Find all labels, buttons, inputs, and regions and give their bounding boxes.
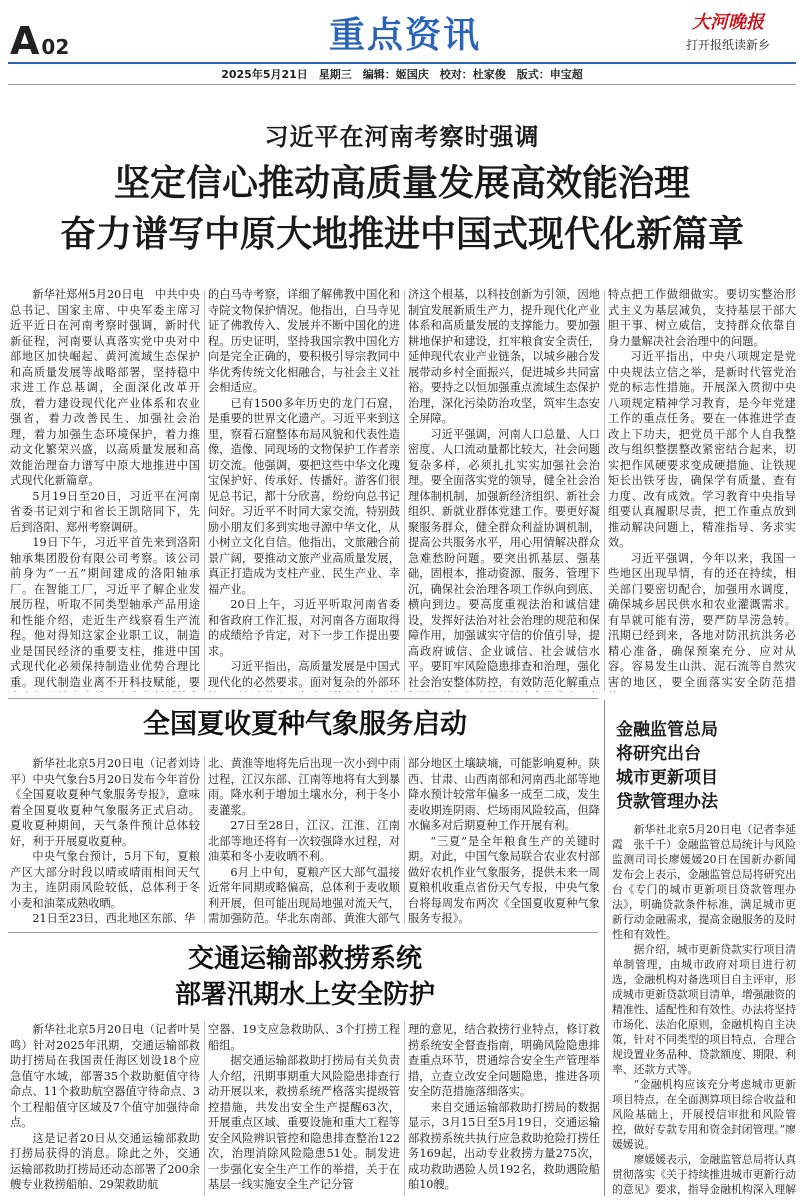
- lead-title-line1: 坚定信心推动高质量发展高效能治理: [113, 163, 690, 204]
- story2-column-2: [208, 756, 400, 926]
- paragraph: “三夏”是全年粮食生产的关键时期。对此，中国气象局联合农业农村部做好农机作业气象服务，提供未来一周夏粮机收重点省份天气专报，中央气象台将每周发布两次《全国夏收夏种气象服务专报》。: [408, 834, 600, 925]
- column-divider: [204, 756, 205, 924]
- header-rule: [8, 62, 796, 64]
- paragraph: 新华社北京5月20日电（记者叶昊鸣）针对2025年汛期，交通运输部救助打捞局在我国责任海区划设18个应急值守水域，部署35个救助艇值守待命点、11个救助航空器值守待命点、3个工程船值守区域及7个值守加强待命点。: [10, 1023, 200, 1129]
- paragraph: 这是记者20日从交通运输部救助打捞局获得的消息。除此之外，交通运输部救助打捞局还动态部署了200余艘专业救捞船舶、29架救助航: [10, 1131, 200, 1191]
- lead-column-1: [10, 287, 200, 692]
- paragraph: 据介绍，城市更新贷款实行项目清单制管理，由城市政府对项目进行初选，金融机构对备选项目自主评审，形成城市更新贷款项目清单，增强融资的精准性、适配性和有效性。办法将坚持市场化、法治化原则，金融机构自主决策，针对不同类型的项目特点，合理合规设置业务品种、贷款额度、期限、利率、还款方式等。: [612, 943, 796, 1076]
- paragraph: 19日下午，习近平首先来到洛阳轴承集团股份有限公司考察。该公司前身为“一五”期间建成的洛阳轴承厂。在智能工厂，习近平了解企业发展历程，听取不同类型轴承产品用途和性能介绍，走近生产线察看生产流程。他对得知这家企业职工议，制造业是国民经济的重要支柱，推进中国式现代化必须保持制造业优势合理比重。现代制造业离不开科技赋能，要: [10, 536, 200, 689]
- column-divider: [204, 290, 205, 690]
- logo-slogan: 打开报纸读新乡: [685, 38, 770, 52]
- column-divider: [404, 1022, 405, 1196]
- paragraph: 习近平强调，今年以来，我国一些地区出现旱情，有的还在持续，相关部门要密切配合，加强用水调度，确保城乡居民供水和农业灌溉需求。有旱就可能有涝，要严防旱涝急转。汛期已经到来，各地对防汛抗洪务必精心准备，确保预案充分、应对从容。容易发生山洪、泥石流等自然灾害的地区，要全面落实安全防范措: [608, 551, 796, 689]
- page-digits: 02: [41, 35, 70, 59]
- paragraph: 中央气象台预计，5月下旬，夏粮产区大部分时段以晴或晴雨相间天气为主，连阴雨风险较低，总体利于冬小麦和油菜成熟收晒。: [10, 850, 200, 910]
- sidebar-title-line1: 金融监管总局: [616, 720, 718, 740]
- sidebar-title-line3: 城市更新项目: [616, 768, 718, 788]
- column-divider: [604, 290, 605, 690]
- paragraph: 济这个根基，以科技创新为引领，因地制宜发展新质生产力，提升现代化产业体系和高质量发展的支撑能力。要加强耕地保护和建设，扛牢粮食安全责任，延伸现代农业产业链条，以城乡融合发展带动乡村全面振兴，促进城乡共同富裕。要持之以恒加强重点流域生态保护治理，深化污染防治攻坚，筑牢生态安全屏障。: [408, 288, 600, 425]
- column-divider: [404, 290, 405, 690]
- paragraph: 空器、19支应急救助队、3个打捞工程船组。: [208, 1023, 400, 1052]
- paragraph: 习近平指出，中央八项规定是党中央规法立信之举，是新时代管党治党的标志性措施。开展深入贯彻中央八项规定精神学习教育，是今年党建工作的重点任务。要在一体推进学查改上下功夫，把党员干部个人自我整改与组织整摆整改紧密结合起来，切实把作风硬要求变成硬措施、让铁规矩长出铁牙齿，确保学有质量、查有力度、改有成效。学习教育中央指导组要认真履职尽责，把工作重点放到推动解决问题上，精准指导、务求实效。: [608, 350, 796, 549]
- section-title: 重点资讯: [328, 15, 481, 56]
- story3-column-2: [208, 1022, 400, 1198]
- story2-column-1: [10, 756, 200, 926]
- story2-title: 全国夏收夏种气象服务启动: [143, 709, 467, 740]
- info-rule: [8, 84, 796, 85]
- paragraph: “金融机构应该充分考虑城市更新项目特点，在全面测算项目综合收益和风险基础上，开展授信审批和风险管控，做好专款专用和资金封闭管理。”廖媛媛说。: [612, 1078, 796, 1151]
- lead-column-2: [208, 287, 400, 692]
- paragraph: 20日上午，习近平听取河南省委和省政府工作汇报，对河南各方面取得的成绩给予肯定，对下一步工作提出要求。: [208, 598, 400, 658]
- lead-column-3: [408, 287, 600, 692]
- paragraph: 习近平强调，河南人口总量、人口密度、人口流动量都比较大，社会问题复杂多样，必须扎扎实实加强社会治理。要全面落实党的领导，健全社会治理体制机制，加强新经济组织、新社会组织、新就业群体党建工作。要更好凝聚服务群众，健全群众利益协调机制，提高公共服务水平，用心用情解决群众急难愁盼问题。要突出抓基层、强基础，固根本，推动资源、服务、管理下沉，确保社会治理各项工作纵向到底、横向到边。要高度重视法治和诚信建设，发挥好法治对社会治理的规范和保障作用，加强诚实守信的价值引导，提高政府诚信、企业诚信、社会诚信水平。要盯牢风险隐患排查和治理，强化社会治安整体防控，有效防范化解重点: [408, 427, 600, 689]
- paragraph: 的白马寺考察，详细了解佛教中国化和寺院文物保护情况。他指出，白马寺见证了佛教传入、发展并不断中国化的进程。历史证明，坚持我国宗教中国化方向是完全正确的，要积极引导宗教同中华优秀传统文化相融合，与社会主义社会相适应。: [208, 288, 400, 394]
- sidebar-title-line2: 将研究出台: [616, 744, 701, 764]
- paragraph: 特点把工作做细做实。要切实整治形式主义为基层减负，支持基层干部大胆干事、树立威信，支持群众依靠自身力量解决社会治理中的问题。: [608, 288, 796, 348]
- story3-title-line1: 交通运输部救捞系统: [187, 944, 422, 974]
- lead-pre-title: 习近平在河南考察时强调: [264, 122, 540, 151]
- logo-name: 大河晚报: [692, 12, 764, 33]
- section-rule: [8, 698, 598, 699]
- paragraph: 新华社郑州5月20日电 中共中央总书记、国家主席、中央军委主席习近平近日在河南考察时强调，新时代新征程，河南要认真落实党中央对中部地区加快崛起、黄河流域生态保护和高质量发展等战略部署，坚持稳中求进工作总基调，全面深化改革开放，着力建设现代化产业体系和农业强省，着力改善民生、加强社会治理，着力加强生态环境保护，着力推动文化繁荣兴盛，以高质量发展和高效能治理奋力谱写中原大地推进中国式现代化新篇章。: [10, 288, 200, 487]
- lead-column-4: [608, 287, 796, 692]
- sidebar-divider: [604, 700, 605, 1196]
- page-letter: A: [10, 19, 40, 63]
- paragraph: 已有1500多年历史的龙门石窟，是重要的世界文化遗产。习近平来到这里，察看石窟整体布局风貌和代表性造像，造像、同现场的文物保护工作者亲切交流。他强调，要把这些中华文化瑰宝保护好、传承好、传播好。游客们很见总书记，都十分欣喜，纷纷向总书记问好。习近平不时同大家交流，特别鼓励小朋友们多到实地寻源中华文化，从小树立文化自信。他指出，文旅融合前景广阔，要推动文旅产业高质量发展，真正打造成为支柱产业、民生产业、幸福产业。: [208, 396, 400, 596]
- section-rule: [8, 932, 598, 933]
- paragraph: 27日至28日，江汉、江淮、江南北部等地还将有一次较强降水过程，对油菜和冬小麦收晒不利。: [208, 819, 400, 863]
- story3-column-1: [10, 1022, 200, 1198]
- paragraph: 部分地区土壤缺墒，可能影响夏种。陕西、甘肃、山西南部和河南西北部等地降水预计较常年偏多一成至二成，发生麦收期连阴雨、烂场雨风险较高，但降水偏多对后期夏种工作开展有利。: [408, 757, 600, 832]
- paragraph: 习近平指出，高质量发展是中国式现代化的必然要求。面对复杂的外部环: [208, 660, 400, 689]
- column-divider: [204, 1022, 205, 1196]
- paragraph: 北、黄淮等地将先后出现一次小到中雨过程，江汉东部、江南等地将有大到暴雨。降水利于增加土壤水分，利于冬小麦灌浆。: [208, 757, 400, 817]
- lead-title-line2: 奋力谱写中原大地推进中国式现代化新篇章: [59, 214, 744, 255]
- paragraph: 21日至23日，西北地区东部、华: [32, 912, 196, 925]
- paragraph: 6月上中旬，夏粮产区大部气温接近常年同期或略偏高，总体利于麦收顺利开展，但可能出现局地强对流天气，需加强防范。华北东南部、黄淮大部气: [208, 865, 400, 925]
- paragraph: 5月19日至20日，习近平在河南省委书记刘宁和省长王凯陪同下，先后到洛阳、郑州考察调研。: [10, 489, 200, 534]
- story3-title-line2: 部署汛期水上安全防护: [174, 980, 435, 1010]
- newspaper-logo: [660, 8, 796, 53]
- story3-column-3: [408, 1022, 600, 1198]
- story2-column-3: [408, 756, 600, 926]
- paragraph: 新华社北京5月20日电（记者刘诗平）中央气象台5月20日发布今年首份《全国夏收夏种气象服务专报》，意味着全国夏收夏种气象服务正式启动。夏收夏种期间，天气条件预计总体较好，利于开展夏收夏种。: [10, 757, 200, 848]
- info-line: 2025年5月21日 星期三 编辑：姬国庆 校对：杜家俊 版式：申宝超: [221, 68, 583, 81]
- sidebar-body: [612, 822, 796, 1198]
- page-number: [10, 19, 70, 63]
- paragraph: 来自交通运输部救助打捞局的数据显示，3月15日至5月19日，交通运输部救捞系统共执行应急救助抢险打捞任务169起，出动专业救捞力量275次，成功救助遇险人员192名，救助遇险船舶10艘。: [408, 1100, 600, 1191]
- paragraph: 廖媛媛表示，金融监管总局将认真贯彻落实《关于持续推进城市更新行动的意见》要求，指导金融机构深入理解: [612, 1153, 796, 1196]
- paragraph: 据交通运输部救助打捞局有关负责人介绍，汛期事期重大风险隐患排查行动开展以来，救捞系统严格落实提级管控措施，共发出安全生产提醒63次，开展重点区域、重要设施和重大工程等安全风险辨识管控和隐患排查整治122次，治理消除风险隐患51处。制发进一步强化安全生产工作的举措，关于在基层一线实施安全生产记分管: [208, 1054, 400, 1191]
- column-divider: [404, 756, 405, 924]
- paragraph: 新华社北京5月20日电（记者李延霞 张千千）金融监管总局统计与风险监测司司长廖媛媛20日在国新办新闻发布会上表示，金融监管总局将研究出台《专门的城市更新项目贷款管理办法》，明确贷款条件标准，满足城市更新行动金融需求，提高金融服务的及时性和有效性。: [612, 823, 796, 941]
- sidebar-title-line4: 贷款管理办法: [616, 792, 718, 812]
- paragraph: 理的意见，结合救捞行业特点，修订救捞系统安全督查指南，明确风险隐患排查重点环节，贯通综合安全生产管理举措，立查立改安全问题隐患，推进各项安全防范措施落细落实。: [408, 1023, 600, 1098]
